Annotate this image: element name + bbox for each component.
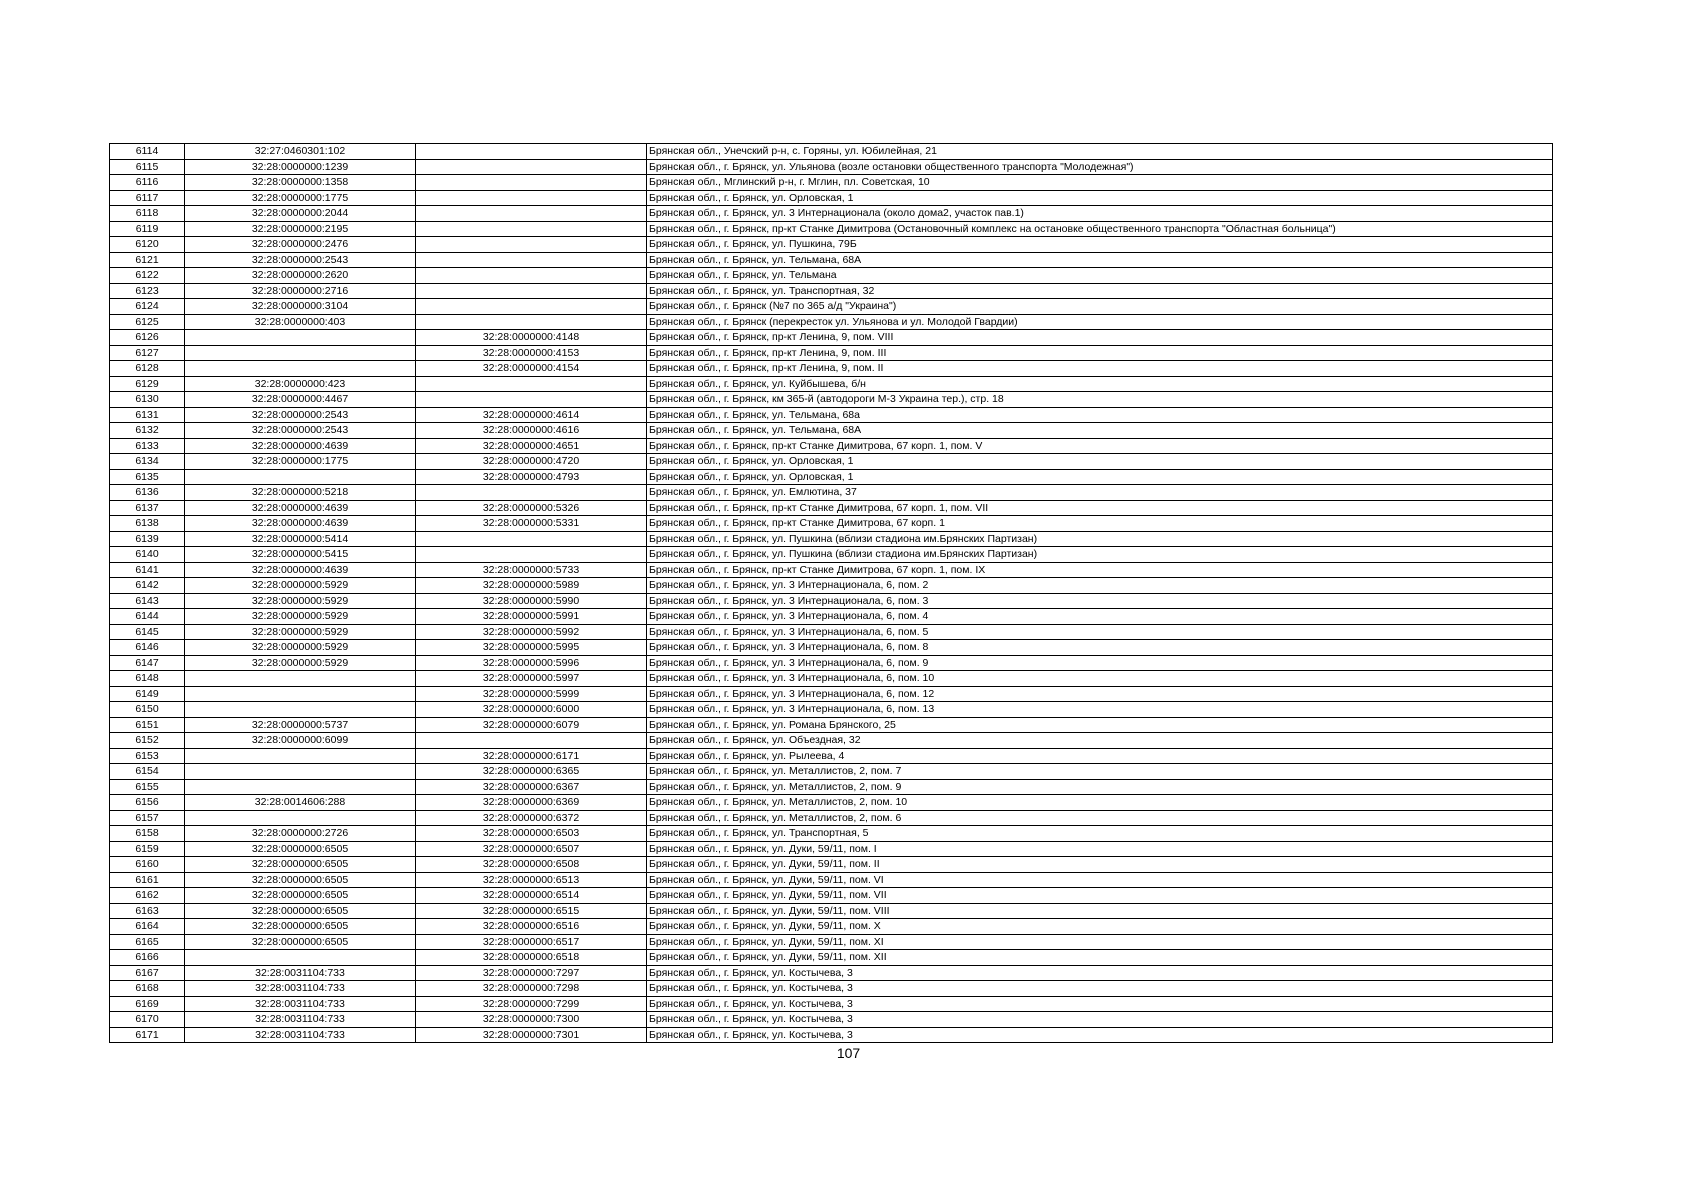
- premises-cadastral-number-cell: 32:28:0000000:5331: [416, 516, 647, 532]
- premises-cadastral-number-cell: 32:28:0000000:6516: [416, 919, 647, 935]
- row-number-cell: 6139: [110, 531, 185, 547]
- cadastral-number-cell: 32:28:0000000:403: [185, 314, 416, 330]
- premises-cadastral-number-cell: 32:28:0000000:6000: [416, 702, 647, 718]
- row-number-cell: 6164: [110, 919, 185, 935]
- cadastral-number-cell: 32:28:0031104:733: [185, 1012, 416, 1028]
- table-row: [110, 578, 1553, 594]
- address-cell: Брянская обл., г. Брянск, ул. 3 Интернационала, 6, пом. 9: [647, 655, 1553, 671]
- table-row: [110, 144, 1553, 160]
- row-number-cell: 6156: [110, 795, 185, 811]
- premises-cadastral-number-cell: 32:28:0000000:6513: [416, 872, 647, 888]
- address-cell: Брянская обл., г. Брянск, ул. Романа Брянского, 25: [647, 717, 1553, 733]
- premises-cadastral-number-cell: 32:28:0000000:7299: [416, 996, 647, 1012]
- cadastral-number-cell: 32:28:0000000:5929: [185, 640, 416, 656]
- premises-cadastral-number-cell: 32:28:0000000:6171: [416, 748, 647, 764]
- table-row: [110, 733, 1553, 749]
- cadastral-number-cell: [185, 330, 416, 346]
- premises-cadastral-number-cell: 32:28:0000000:5990: [416, 593, 647, 609]
- address-cell: Брянская обл., г. Брянск, ул. Дуки, 59/11, пом. VII: [647, 888, 1553, 904]
- page-number: 107: [836, 1045, 861, 1061]
- address-cell: Брянская обл., г. Брянск, ул. Пушкина (вблизи стадиона им.Брянских Партизан): [647, 547, 1553, 563]
- premises-cadastral-number-cell: 32:28:0000000:5999: [416, 686, 647, 702]
- row-number-cell: 6127: [110, 345, 185, 361]
- premises-cadastral-number-cell: 32:28:0000000:5989: [416, 578, 647, 594]
- table-row: [110, 283, 1553, 299]
- row-number-cell: 6137: [110, 500, 185, 516]
- table-row: [110, 423, 1553, 439]
- address-cell: Брянская обл., Мглинский р-н, г. Мглин, пл. Советская, 10: [647, 175, 1553, 191]
- table-row: [110, 996, 1553, 1012]
- row-number-cell: 6159: [110, 841, 185, 857]
- table-row: [110, 609, 1553, 625]
- table-row: [110, 500, 1553, 516]
- table-row: [110, 562, 1553, 578]
- premises-cadastral-number-cell: [416, 392, 647, 408]
- premises-cadastral-number-cell: 32:28:0000000:5996: [416, 655, 647, 671]
- registry-table-body: [110, 144, 1553, 1043]
- premises-cadastral-number-cell: 32:28:0000000:6372: [416, 810, 647, 826]
- row-number-cell: 6169: [110, 996, 185, 1012]
- row-number-cell: 6165: [110, 934, 185, 950]
- address-cell: Брянская обл., г. Брянск, ул. Металлистов, 2, пом. 6: [647, 810, 1553, 826]
- registry-table: [109, 143, 1553, 1043]
- table-row: [110, 1012, 1553, 1028]
- cadastral-number-cell: 32:28:0000000:4639: [185, 500, 416, 516]
- cadastral-number-cell: 32:28:0000000:2044: [185, 206, 416, 222]
- row-number-cell: 6130: [110, 392, 185, 408]
- table-row: [110, 981, 1553, 997]
- table-row: [110, 221, 1553, 237]
- table-row: [110, 888, 1553, 904]
- row-number-cell: 6124: [110, 299, 185, 315]
- cadastral-number-cell: 32:28:0031104:733: [185, 981, 416, 997]
- table-row: [110, 841, 1553, 857]
- table-row: [110, 950, 1553, 966]
- row-number-cell: 6136: [110, 485, 185, 501]
- cadastral-number-cell: 32:27:0460301:102: [185, 144, 416, 160]
- premises-cadastral-number-cell: [416, 252, 647, 268]
- table-row: [110, 454, 1553, 470]
- address-cell: Брянская обл., г. Брянск, пр-кт Ленина, 9, пом. II: [647, 361, 1553, 377]
- row-number-cell: 6148: [110, 671, 185, 687]
- cadastral-number-cell: 32:28:0000000:6505: [185, 872, 416, 888]
- row-number-cell: 6167: [110, 965, 185, 981]
- premises-cadastral-number-cell: 32:28:0000000:7298: [416, 981, 647, 997]
- address-cell: Брянская обл., г. Брянск, ул. Костычева, 3: [647, 981, 1553, 997]
- table-row: [110, 903, 1553, 919]
- table-row: [110, 252, 1553, 268]
- address-cell: Брянская обл., г. Брянск, ул. Тельмана, 68А: [647, 252, 1553, 268]
- row-number-cell: 6155: [110, 779, 185, 795]
- premises-cadastral-number-cell: 32:28:0000000:5733: [416, 562, 647, 578]
- cadastral-number-cell: 32:28:0000000:1775: [185, 190, 416, 206]
- table-row: [110, 857, 1553, 873]
- cadastral-number-cell: 32:28:0000000:6099: [185, 733, 416, 749]
- address-cell: Брянская обл., г. Брянск, ул. Дуки, 59/11, пом. II: [647, 857, 1553, 873]
- row-number-cell: 6134: [110, 454, 185, 470]
- premises-cadastral-number-cell: 32:28:0000000:6517: [416, 934, 647, 950]
- premises-cadastral-number-cell: [416, 175, 647, 191]
- table-row: [110, 469, 1553, 485]
- address-cell: Брянская обл., г. Брянск, ул. 3 Интернационала, 6, пом. 5: [647, 624, 1553, 640]
- cadastral-number-cell: 32:28:0000000:2195: [185, 221, 416, 237]
- address-cell: Брянская обл., г. Брянск, ул. Пушкина, 79Б: [647, 237, 1553, 253]
- table-row: [110, 345, 1553, 361]
- table-row: [110, 330, 1553, 346]
- table-row: [110, 299, 1553, 315]
- premises-cadastral-number-cell: 32:28:0000000:4616: [416, 423, 647, 439]
- address-cell: Брянская обл., г. Брянск, км 365-й (автодороги М-3 Украина тер.), стр. 18: [647, 392, 1553, 408]
- address-cell: Брянская обл., г. Брянск, ул. 3 Интернационала, 6, пом. 4: [647, 609, 1553, 625]
- table-row: [110, 485, 1553, 501]
- cadastral-number-cell: 32:28:0000000:5218: [185, 485, 416, 501]
- table-row: [110, 237, 1553, 253]
- premises-cadastral-number-cell: 32:28:0000000:4154: [416, 361, 647, 377]
- address-cell: Брянская обл., г. Брянск, пр-кт Ленина, 9, пом. VIII: [647, 330, 1553, 346]
- premises-cadastral-number-cell: [416, 268, 647, 284]
- premises-cadastral-number-cell: 32:28:0000000:4148: [416, 330, 647, 346]
- row-number-cell: 6166: [110, 950, 185, 966]
- cadastral-number-cell: 32:28:0000000:3104: [185, 299, 416, 315]
- premises-cadastral-number-cell: [416, 144, 647, 160]
- cadastral-number-cell: 32:28:0000000:6505: [185, 934, 416, 950]
- address-cell: Брянская обл., г. Брянск, ул. 3 Интернационала, 6, пом. 10: [647, 671, 1553, 687]
- row-number-cell: 6119: [110, 221, 185, 237]
- premises-cadastral-number-cell: [416, 221, 647, 237]
- row-number-cell: 6160: [110, 857, 185, 873]
- address-cell: Брянская обл., г. Брянск (№7 по 365 а/д "Украина"): [647, 299, 1553, 315]
- address-cell: Брянская обл., г. Брянск, ул. Рылеева, 4: [647, 748, 1553, 764]
- row-number-cell: 6116: [110, 175, 185, 191]
- table-row: [110, 206, 1553, 222]
- table-row: [110, 593, 1553, 609]
- premises-cadastral-number-cell: 32:28:0000000:6503: [416, 826, 647, 842]
- premises-cadastral-number-cell: 32:28:0000000:6518: [416, 950, 647, 966]
- address-cell: Брянская обл., г. Брянск, ул. Ульянова (возле остановки общественного транспорта "Молодежная"): [647, 159, 1553, 175]
- cadastral-number-cell: 32:28:0000000:5929: [185, 655, 416, 671]
- table-row: [110, 175, 1553, 191]
- cadastral-number-cell: [185, 810, 416, 826]
- address-cell: Брянская обл., г. Брянск, ул. 3 Интернационала, 6, пом. 3: [647, 593, 1553, 609]
- row-number-cell: 6140: [110, 547, 185, 563]
- row-number-cell: 6170: [110, 1012, 185, 1028]
- row-number-cell: 6149: [110, 686, 185, 702]
- premises-cadastral-number-cell: [416, 206, 647, 222]
- address-cell: Брянская обл., г. Брянск, ул. Емлютина, 37: [647, 485, 1553, 501]
- row-number-cell: 6121: [110, 252, 185, 268]
- address-cell: Брянская обл., г. Брянск, ул. Костычева, 3: [647, 965, 1553, 981]
- table-row: [110, 190, 1553, 206]
- address-cell: Брянская обл., г. Брянск, ул. Металлистов, 2, пом. 9: [647, 779, 1553, 795]
- premises-cadastral-number-cell: [416, 299, 647, 315]
- premises-cadastral-number-cell: [416, 547, 647, 563]
- table-row: [110, 361, 1553, 377]
- premises-cadastral-number-cell: 32:28:0000000:6515: [416, 903, 647, 919]
- cadastral-number-cell: 32:28:0000000:6505: [185, 919, 416, 935]
- premises-cadastral-number-cell: 32:28:0000000:4793: [416, 469, 647, 485]
- address-cell: Брянская обл., г. Брянск, ул. Костычева, 3: [647, 1012, 1553, 1028]
- address-cell: Брянская обл., г. Брянск, ул. 3 Интернационала (около дома2, участок пав.1): [647, 206, 1553, 222]
- premises-cadastral-number-cell: 32:28:0000000:6508: [416, 857, 647, 873]
- row-number-cell: 6132: [110, 423, 185, 439]
- row-number-cell: 6125: [110, 314, 185, 330]
- cadastral-number-cell: 32:28:0000000:2543: [185, 252, 416, 268]
- table-row: [110, 314, 1553, 330]
- address-cell: Брянская обл., г. Брянск (перекресток ул. Ульянова и ул. Молодой Гвардии): [647, 314, 1553, 330]
- cadastral-number-cell: 32:28:0000000:2543: [185, 407, 416, 423]
- cadastral-number-cell: 32:28:0000000:5737: [185, 717, 416, 733]
- row-number-cell: 6153: [110, 748, 185, 764]
- cadastral-number-cell: 32:28:0031104:733: [185, 965, 416, 981]
- cadastral-number-cell: 32:28:0000000:2716: [185, 283, 416, 299]
- cadastral-number-cell: 32:28:0031104:733: [185, 1027, 416, 1043]
- cadastral-number-cell: 32:28:0000000:1358: [185, 175, 416, 191]
- address-cell: Брянская обл., г. Брянск, ул. Объездная, 32: [647, 733, 1553, 749]
- row-number-cell: 6158: [110, 826, 185, 842]
- address-cell: Брянская обл., г. Брянск, ул. Дуки, 59/11, пом. XII: [647, 950, 1553, 966]
- table-row: [110, 438, 1553, 454]
- table-row: [110, 547, 1553, 563]
- premises-cadastral-number-cell: 32:28:0000000:4651: [416, 438, 647, 454]
- address-cell: Брянская обл., г. Брянск, пр-кт Станке Димитрова, 67 корп. 1: [647, 516, 1553, 532]
- cadastral-number-cell: 32:28:0000000:1775: [185, 454, 416, 470]
- address-cell: Брянская обл., г. Брянск, ул. Тельмана, 68а: [647, 407, 1553, 423]
- premises-cadastral-number-cell: [416, 314, 647, 330]
- address-cell: Брянская обл., г. Брянск, пр-кт Станке Димитрова, 67 корп. 1, пом. IX: [647, 562, 1553, 578]
- cadastral-number-cell: [185, 764, 416, 780]
- address-cell: Брянская обл., г. Брянск, ул. Металлистов, 2, пом. 7: [647, 764, 1553, 780]
- cadastral-number-cell: [185, 345, 416, 361]
- cadastral-number-cell: 32:28:0000000:2543: [185, 423, 416, 439]
- row-number-cell: 6128: [110, 361, 185, 377]
- row-number-cell: 6126: [110, 330, 185, 346]
- cadastral-number-cell: [185, 361, 416, 377]
- row-number-cell: 6138: [110, 516, 185, 532]
- premises-cadastral-number-cell: [416, 531, 647, 547]
- premises-cadastral-number-cell: [416, 485, 647, 501]
- premises-cadastral-number-cell: [416, 376, 647, 392]
- row-number-cell: 6161: [110, 872, 185, 888]
- cadastral-number-cell: [185, 702, 416, 718]
- table-row: [110, 872, 1553, 888]
- cadastral-number-cell: [185, 686, 416, 702]
- table-row: [110, 531, 1553, 547]
- premises-cadastral-number-cell: 32:28:0000000:6369: [416, 795, 647, 811]
- address-cell: Брянская обл., г. Брянск, ул. Орловская, 1: [647, 469, 1553, 485]
- address-cell: Брянская обл., г. Брянск, ул. Дуки, 59/11, пом. X: [647, 919, 1553, 935]
- cadastral-number-cell: 32:28:0000000:2620: [185, 268, 416, 284]
- premises-cadastral-number-cell: [416, 190, 647, 206]
- row-number-cell: 6144: [110, 609, 185, 625]
- cadastral-number-cell: [185, 671, 416, 687]
- cadastral-number-cell: 32:28:0000000:4639: [185, 516, 416, 532]
- row-number-cell: 6131: [110, 407, 185, 423]
- cadastral-number-cell: 32:28:0031104:733: [185, 996, 416, 1012]
- premises-cadastral-number-cell: 32:28:0000000:6365: [416, 764, 647, 780]
- row-number-cell: 6145: [110, 624, 185, 640]
- premises-cadastral-number-cell: 32:28:0000000:6367: [416, 779, 647, 795]
- row-number-cell: 6157: [110, 810, 185, 826]
- cadastral-number-cell: 32:28:0000000:5929: [185, 593, 416, 609]
- premises-cadastral-number-cell: 32:28:0000000:4720: [416, 454, 647, 470]
- address-cell: Брянская обл., г. Брянск, ул. Металлистов, 2, пом. 10: [647, 795, 1553, 811]
- table-row: [110, 407, 1553, 423]
- row-number-cell: 6123: [110, 283, 185, 299]
- cadastral-number-cell: [185, 779, 416, 795]
- row-number-cell: 6168: [110, 981, 185, 997]
- premises-cadastral-number-cell: [416, 159, 647, 175]
- premises-cadastral-number-cell: 32:28:0000000:4153: [416, 345, 647, 361]
- address-cell: Брянская обл., г. Брянск, ул. Пушкина (вблизи стадиона им.Брянских Партизан): [647, 531, 1553, 547]
- address-cell: Брянская обл., г. Брянск, ул. Тельмана, 68А: [647, 423, 1553, 439]
- row-number-cell: 6154: [110, 764, 185, 780]
- row-number-cell: 6142: [110, 578, 185, 594]
- row-number-cell: 6147: [110, 655, 185, 671]
- table-row: [110, 159, 1553, 175]
- address-cell: Брянская обл., г. Брянск, ул. 3 Интернационала, 6, пом. 2: [647, 578, 1553, 594]
- table-row: [110, 376, 1553, 392]
- table-row: [110, 702, 1553, 718]
- table-row: [110, 810, 1553, 826]
- address-cell: Брянская обл., г. Брянск, ул. Дуки, 59/11, пом. I: [647, 841, 1553, 857]
- cadastral-number-cell: 32:28:0000000:5929: [185, 624, 416, 640]
- address-cell: Брянская обл., г. Брянск, ул. Орловская, 1: [647, 190, 1553, 206]
- table-row: [110, 516, 1553, 532]
- row-number-cell: 6141: [110, 562, 185, 578]
- cadastral-number-cell: 32:28:0014606:288: [185, 795, 416, 811]
- table-row: [110, 268, 1553, 284]
- row-number-cell: 6133: [110, 438, 185, 454]
- cadastral-number-cell: 32:28:0000000:423: [185, 376, 416, 392]
- row-number-cell: 6115: [110, 159, 185, 175]
- address-cell: Брянская обл., г. Брянск, ул. Орловская, 1: [647, 454, 1553, 470]
- premises-cadastral-number-cell: 32:28:0000000:5992: [416, 624, 647, 640]
- address-cell: Брянская обл., г. Брянск, пр-кт Ленина, 9, пом. III: [647, 345, 1553, 361]
- table-row: [110, 624, 1553, 640]
- table-row: [110, 795, 1553, 811]
- table-row: [110, 671, 1553, 687]
- table-row: [110, 717, 1553, 733]
- address-cell: Брянская обл., г. Брянск, ул. Костычева, 3: [647, 1027, 1553, 1043]
- address-cell: Брянская обл., г. Брянск, ул. Дуки, 59/11, пом. XI: [647, 934, 1553, 950]
- cadastral-number-cell: 32:28:0000000:4467: [185, 392, 416, 408]
- address-cell: Брянская обл., г. Брянск, ул. Дуки, 59/11, пом. VI: [647, 872, 1553, 888]
- row-number-cell: 6163: [110, 903, 185, 919]
- cadastral-number-cell: [185, 950, 416, 966]
- premises-cadastral-number-cell: 32:28:0000000:5326: [416, 500, 647, 516]
- row-number-cell: 6135: [110, 469, 185, 485]
- address-cell: Брянская обл., г. Брянск, пр-кт Станке Димитрова (Остановочный комплекс на остановке общественного транспорта "Областная больница"): [647, 221, 1553, 237]
- premises-cadastral-number-cell: 32:28:0000000:6507: [416, 841, 647, 857]
- table-row: [110, 1027, 1553, 1043]
- row-number-cell: 6171: [110, 1027, 185, 1043]
- row-number-cell: 6114: [110, 144, 185, 160]
- row-number-cell: 6162: [110, 888, 185, 904]
- row-number-cell: 6143: [110, 593, 185, 609]
- cadastral-number-cell: 32:28:0000000:6505: [185, 903, 416, 919]
- address-cell: Брянская обл., г. Брянск, ул. Транспортная, 5: [647, 826, 1553, 842]
- cadastral-number-cell: 32:28:0000000:6505: [185, 857, 416, 873]
- address-cell: Брянская обл., г. Брянск, ул. Транспортная, 32: [647, 283, 1553, 299]
- table-row: [110, 686, 1553, 702]
- table-row: [110, 779, 1553, 795]
- row-number-cell: 6150: [110, 702, 185, 718]
- row-number-cell: 6129: [110, 376, 185, 392]
- cadastral-number-cell: 32:28:0000000:4639: [185, 438, 416, 454]
- premises-cadastral-number-cell: [416, 283, 647, 299]
- table-row: [110, 764, 1553, 780]
- row-number-cell: 6152: [110, 733, 185, 749]
- row-number-cell: 6120: [110, 237, 185, 253]
- premises-cadastral-number-cell: 32:28:0000000:6514: [416, 888, 647, 904]
- premises-cadastral-number-cell: 32:28:0000000:5991: [416, 609, 647, 625]
- table-row: [110, 640, 1553, 656]
- table-row: [110, 655, 1553, 671]
- cadastral-number-cell: 32:28:0000000:6505: [185, 841, 416, 857]
- table-row: [110, 826, 1553, 842]
- cadastral-number-cell: [185, 748, 416, 764]
- cadastral-number-cell: 32:28:0000000:5414: [185, 531, 416, 547]
- cadastral-number-cell: 32:28:0000000:2726: [185, 826, 416, 842]
- cadastral-number-cell: 32:28:0000000:4639: [185, 562, 416, 578]
- table-row: [110, 965, 1553, 981]
- cadastral-number-cell: 32:28:0000000:5929: [185, 609, 416, 625]
- cadastral-number-cell: 32:28:0000000:5415: [185, 547, 416, 563]
- table-row: [110, 748, 1553, 764]
- address-cell: Брянская обл., г. Брянск, ул. 3 Интернационала, 6, пом. 12: [647, 686, 1553, 702]
- premises-cadastral-number-cell: [416, 237, 647, 253]
- premises-cadastral-number-cell: 32:28:0000000:6079: [416, 717, 647, 733]
- table-row: [110, 392, 1553, 408]
- premises-cadastral-number-cell: 32:28:0000000:4614: [416, 407, 647, 423]
- address-cell: Брянская обл., г. Брянск, ул. Костычева, 3: [647, 996, 1553, 1012]
- premises-cadastral-number-cell: [416, 733, 647, 749]
- row-number-cell: 6117: [110, 190, 185, 206]
- cadastral-number-cell: 32:28:0000000:6505: [185, 888, 416, 904]
- premises-cadastral-number-cell: 32:28:0000000:7301: [416, 1027, 647, 1043]
- address-cell: Брянская обл., Унечский р-н, с. Горяны, ул. Юбилейная, 21: [647, 144, 1553, 160]
- premises-cadastral-number-cell: 32:28:0000000:5995: [416, 640, 647, 656]
- address-cell: Брянская обл., г. Брянск, пр-кт Станке Димитрова, 67 корп. 1, пом. VII: [647, 500, 1553, 516]
- premises-cadastral-number-cell: 32:28:0000000:5997: [416, 671, 647, 687]
- address-cell: Брянская обл., г. Брянск, пр-кт Станке Димитрова, 67 корп. 1, пом. V: [647, 438, 1553, 454]
- address-cell: Брянская обл., г. Брянск, ул. 3 Интернационала, 6, пом. 13: [647, 702, 1553, 718]
- premises-cadastral-number-cell: 32:28:0000000:7297: [416, 965, 647, 981]
- cadastral-number-cell: [185, 469, 416, 485]
- address-cell: Брянская обл., г. Брянск, ул. Дуки, 59/11, пом. VIII: [647, 903, 1553, 919]
- premises-cadastral-number-cell: 32:28:0000000:7300: [416, 1012, 647, 1028]
- address-cell: Брянская обл., г. Брянск, ул. 3 Интернационала, 6, пом. 8: [647, 640, 1553, 656]
- row-number-cell: 6118: [110, 206, 185, 222]
- cadastral-number-cell: 32:28:0000000:2476: [185, 237, 416, 253]
- row-number-cell: 6151: [110, 717, 185, 733]
- row-number-cell: 6146: [110, 640, 185, 656]
- table-row: [110, 934, 1553, 950]
- address-cell: Брянская обл., г. Брянск, ул. Куйбышева, б/н: [647, 376, 1553, 392]
- table-row: [110, 919, 1553, 935]
- address-cell: Брянская обл., г. Брянск, ул. Тельмана: [647, 268, 1553, 284]
- row-number-cell: 6122: [110, 268, 185, 284]
- cadastral-number-cell: 32:28:0000000:1239: [185, 159, 416, 175]
- cadastral-number-cell: 32:28:0000000:5929: [185, 578, 416, 594]
